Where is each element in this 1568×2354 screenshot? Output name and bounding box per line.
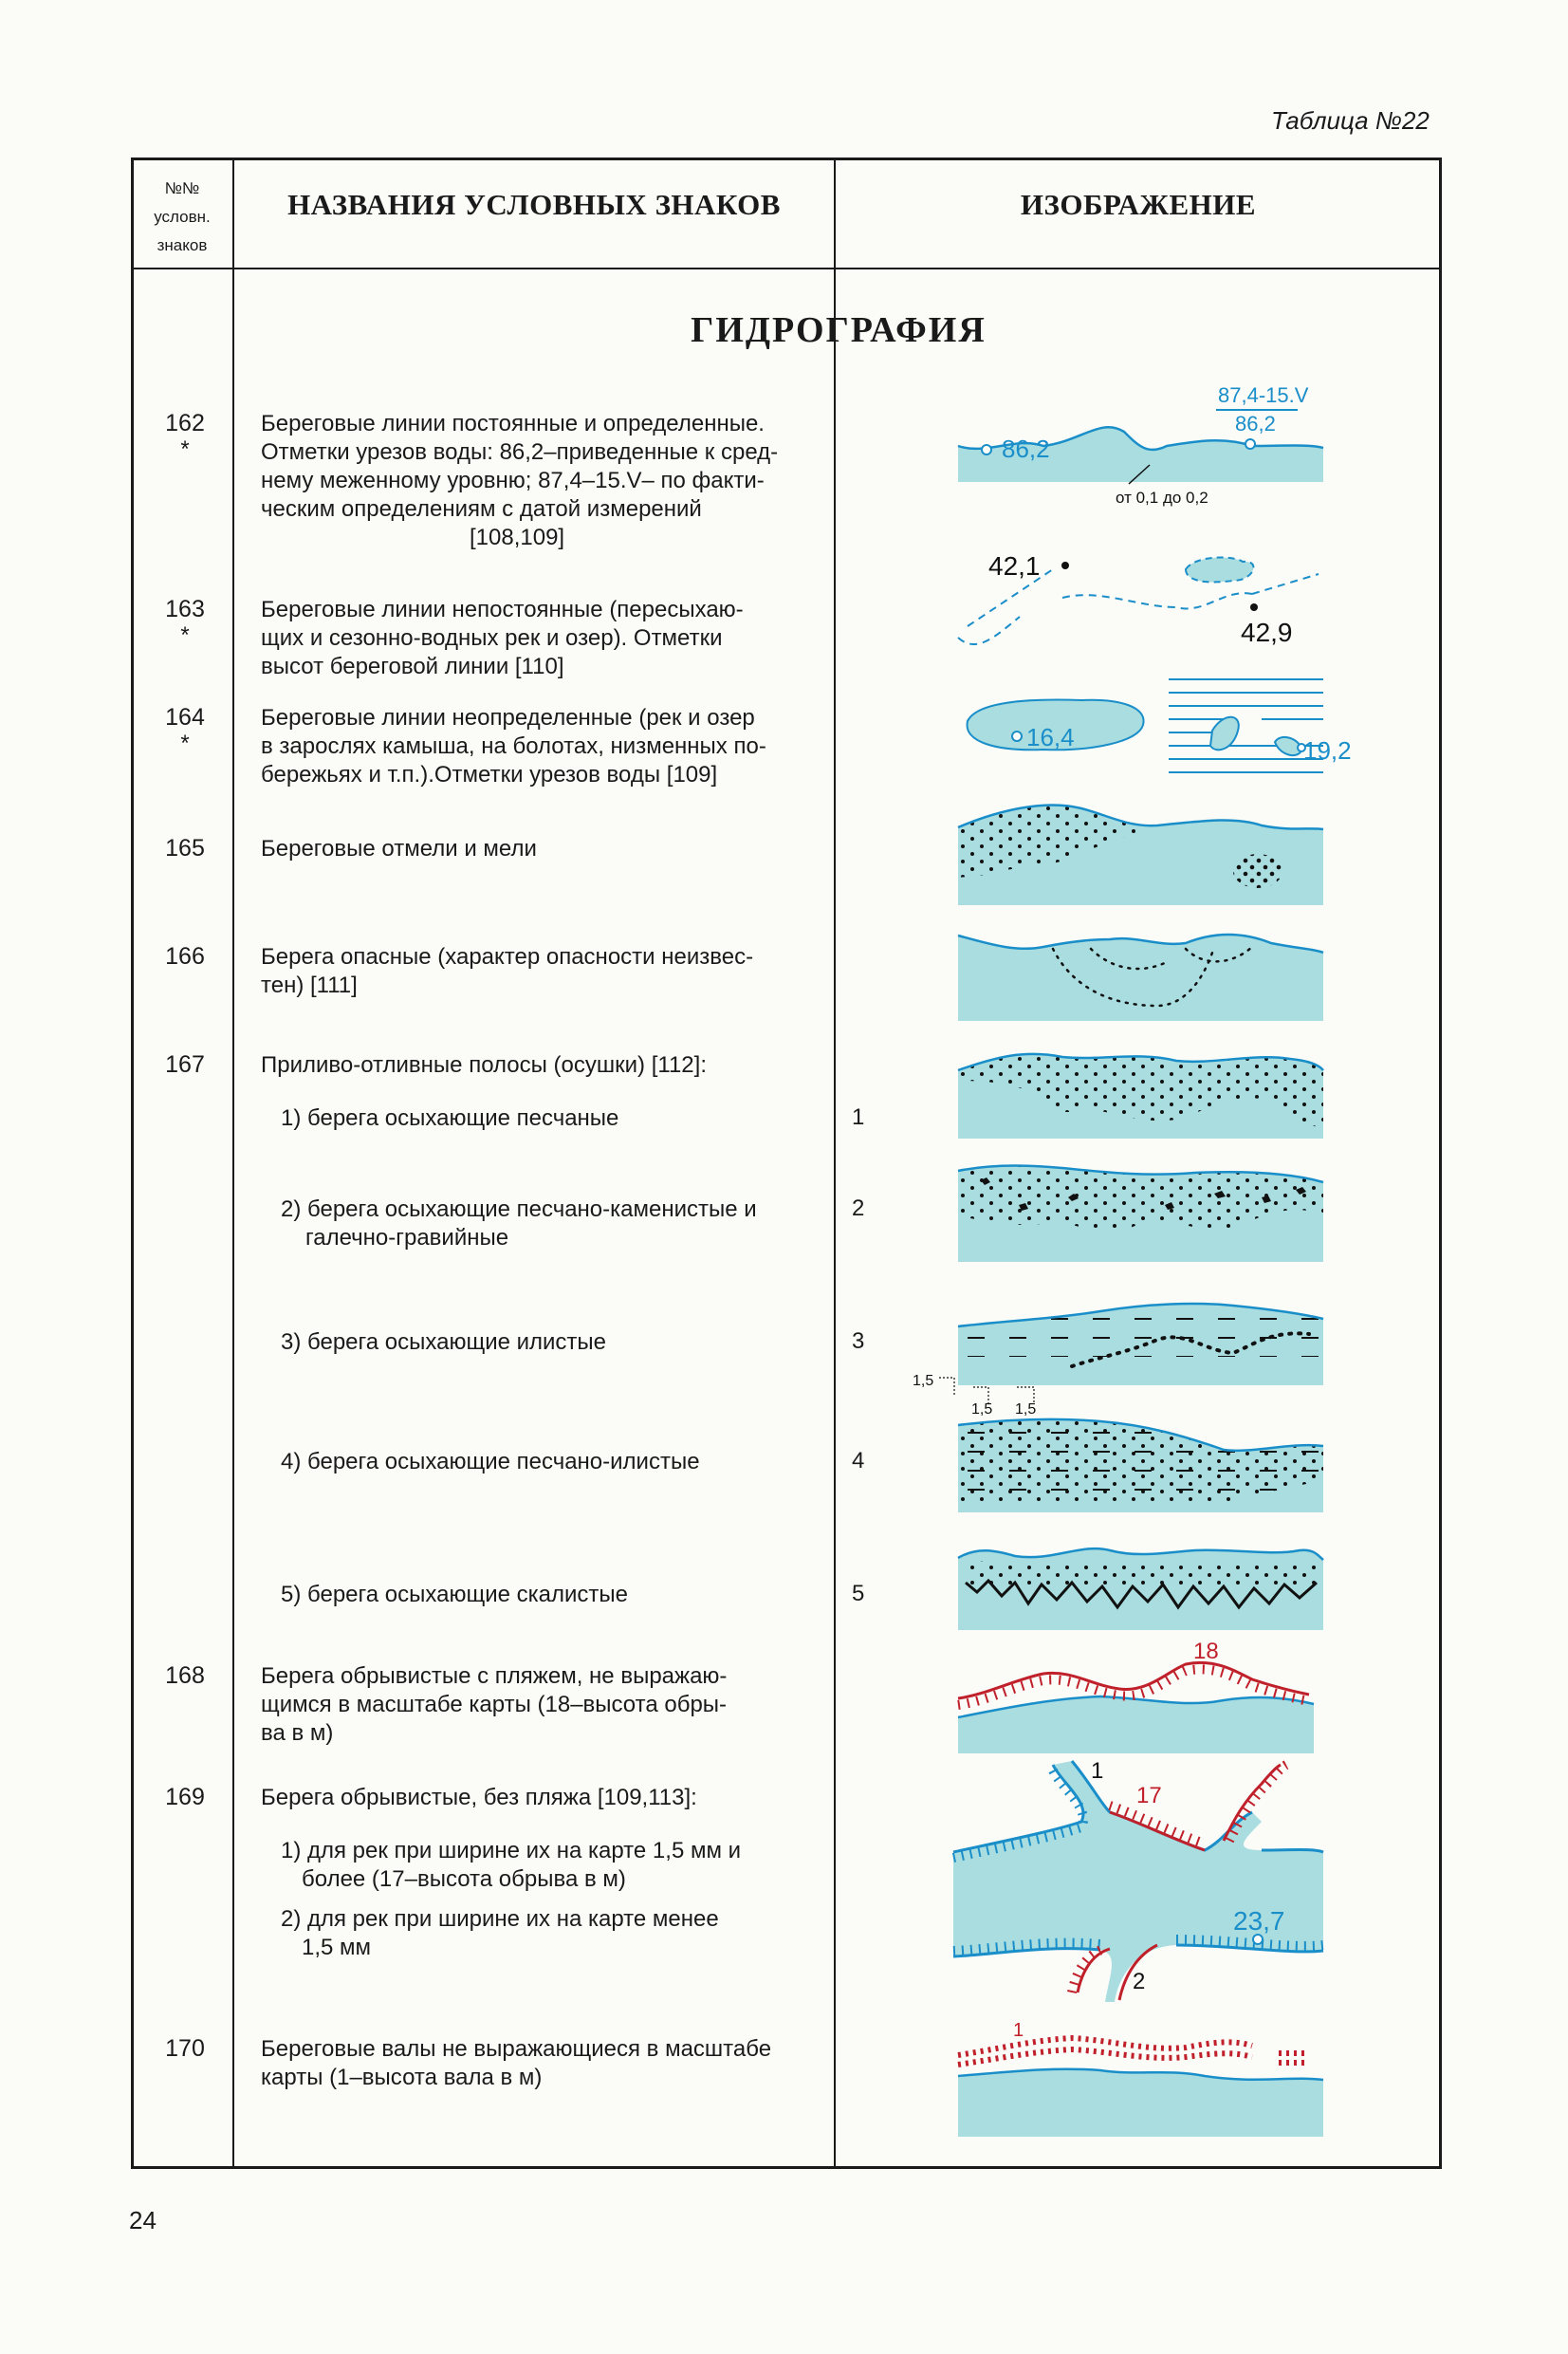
desc-line: нему меженному уровню; 87,4–15.V– по факти- <box>261 468 765 493</box>
row-number-169: 169 <box>165 1784 205 1810</box>
symbol-167-4 <box>958 1419 1323 1512</box>
desc-line: 2) берега осыхающие песчано-каменистые и <box>281 1196 757 1222</box>
row-number-166: 166 <box>165 943 205 970</box>
subitem-number-5: 5 <box>852 1581 865 1606</box>
desc-line: тен) [111] <box>261 973 358 998</box>
row-number-170: 170 <box>165 2035 205 2062</box>
header-image-column: ИЗОБРАЖЕНИЕ <box>1020 188 1257 221</box>
elevation-point <box>1250 603 1258 611</box>
water-area <box>958 1696 1314 1753</box>
elevation-point <box>1061 562 1069 569</box>
elevation-label: 86,2 <box>1002 435 1050 463</box>
symbol-165 <box>958 806 1323 905</box>
number-label: 1 <box>1091 1758 1104 1784</box>
desc-line: 3) берега осыхающие илистые <box>281 1329 607 1355</box>
dimension-label: 1,5 <box>913 1373 934 1389</box>
water-area <box>958 1548 1323 1630</box>
elevation-label: 23,7 <box>1233 1906 1285 1936</box>
desc-line: Отметки урезов воды: 86,2–приведенные к сред- <box>261 439 779 465</box>
desc-line: ва в м) <box>261 1720 334 1746</box>
shoal-dots <box>1233 854 1282 888</box>
symbol-164 <box>968 679 1352 772</box>
row-number-168: 168 <box>165 1662 205 1689</box>
header-name-column: НАЗВАНИЯ УСЛОВНЫХ ЗНАКОВ <box>287 188 781 221</box>
symbol-167-3 <box>913 1304 1323 1418</box>
subitem-number-4: 4 <box>852 1448 865 1474</box>
desc-line: 2) для рек при ширине их на карте менее <box>281 1906 719 1932</box>
elevation-point <box>982 445 991 454</box>
elevation-label: 87,4-15.V <box>1218 383 1309 407</box>
desc-line: 1) берега осыхающие песчаные <box>281 1105 619 1131</box>
elevation-point <box>1245 439 1255 449</box>
desc-line: карты (1–высота вала в м) <box>261 2065 543 2090</box>
desc-line: Береговые линии неопределенные (рек и озер <box>261 705 755 731</box>
elevation-point <box>1012 732 1022 741</box>
row-number-165: 165 <box>165 835 205 862</box>
dashed-lake <box>1186 557 1253 582</box>
desc-line: щих и сезонно-водных рек и озер). Отметки <box>261 625 723 651</box>
symbol-170 <box>958 2020 1323 2137</box>
desc-line: Береговые линии постоянные и определенные. <box>261 411 765 436</box>
dimension-label: 1,5 <box>1015 1401 1037 1418</box>
marsh-lines <box>1169 679 1323 772</box>
symbol-168 <box>958 1639 1314 1753</box>
symbol-167-5 <box>958 1548 1323 1630</box>
table-title: Таблица №22 <box>1271 106 1430 135</box>
elevation-label: 86,2 <box>1235 412 1276 436</box>
header-num-line: условн. <box>154 208 211 226</box>
mud-dashes <box>958 1304 1323 1357</box>
number-label: 2 <box>1133 1969 1146 1994</box>
symbol-163 <box>958 551 1319 647</box>
symbol-162 <box>958 383 1323 507</box>
desc-line: галечно-гравийные <box>305 1225 509 1251</box>
desc-line: Береговые валы не выражающиеся в масштабе <box>261 2036 772 2062</box>
header-num-line: №№ <box>164 179 200 197</box>
dashed-shoreline <box>1252 574 1319 594</box>
subitem-number-1: 1 <box>852 1104 865 1130</box>
row-number-163: 163 * <box>165 596 205 648</box>
tidal-dots <box>966 1562 1317 1586</box>
elevation-label: 42,9 <box>1241 618 1293 647</box>
desc-line: 5) берега осыхающие скалистые <box>281 1582 628 1607</box>
desc-line: в зарослях камыша, на болотах, низменных по- <box>261 733 766 759</box>
desc-line: 1,5 мм <box>302 1935 372 1960</box>
header-num-line: знаков <box>157 236 208 254</box>
subitem-number-2: 2 <box>852 1196 865 1221</box>
note-label: от 0,1 до 0,2 <box>1116 489 1208 507</box>
ridge-line <box>1279 2053 1309 2063</box>
elevation-label: 16,4 <box>1026 723 1075 751</box>
desc-line: более (17–высота обрыва в м) <box>302 1866 626 1892</box>
elevation-label: 19,2 <box>1303 736 1352 765</box>
ridge-height-label: 1 <box>1013 2020 1024 2041</box>
desc-line: Берега обрывистые с пляжем, не выражаю- <box>261 1663 728 1689</box>
symbol-167-2 <box>958 1166 1323 1263</box>
row-number-162: 162 * <box>165 410 205 462</box>
desc-line: щимся в масштабе карты (18–высота обры- <box>261 1692 728 1717</box>
desc-line: Берега обрывистые, без пляжа [109,113]: <box>261 1785 697 1810</box>
dimension-label: 1,5 <box>971 1401 993 1418</box>
desc-line: высот береговой линии [110] <box>261 654 564 679</box>
desc-line: [108,109] <box>470 525 565 550</box>
subitem-number-3: 3 <box>852 1328 865 1354</box>
desc-line: ческим определениям с датой измерений <box>261 496 702 522</box>
elevation-label: 42,1 <box>988 551 1041 581</box>
tidal-dots <box>958 1419 1323 1503</box>
desc-line: 4) берега осыхающие песчано-илистые <box>281 1449 700 1474</box>
ridge-line <box>958 2049 1252 2065</box>
symbol-166 <box>958 935 1323 1021</box>
page-number: 24 <box>129 2206 157 2234</box>
elevation-point <box>1253 1935 1263 1944</box>
row-number-164: 164 * <box>165 704 205 756</box>
row-number-167: 167 <box>165 1051 205 1078</box>
desc-line: Берега опасные (характер опасности неизвес- <box>261 944 754 970</box>
desc-line: 1) для рек при ширине их на карте 1,5 мм и <box>281 1838 742 1863</box>
desc-line: Береговые линии непостоянные (пересыхаю- <box>261 597 744 622</box>
cliff-height-label: 17 <box>1136 1783 1162 1808</box>
section-title: ГИДРОГРАФИЯ <box>691 310 987 350</box>
symbol-169 <box>953 1758 1323 2002</box>
cliff-height-label: 18 <box>1193 1639 1219 1664</box>
desc-line: Береговые отмели и мели <box>261 836 537 862</box>
desc-line: бережьях и т.п.).Отметки урезов воды [109] <box>261 762 718 788</box>
desc-line: Приливо-отливные полосы (осушки) [112]: <box>261 1052 707 1078</box>
symbol-167-1 <box>958 1054 1323 1139</box>
